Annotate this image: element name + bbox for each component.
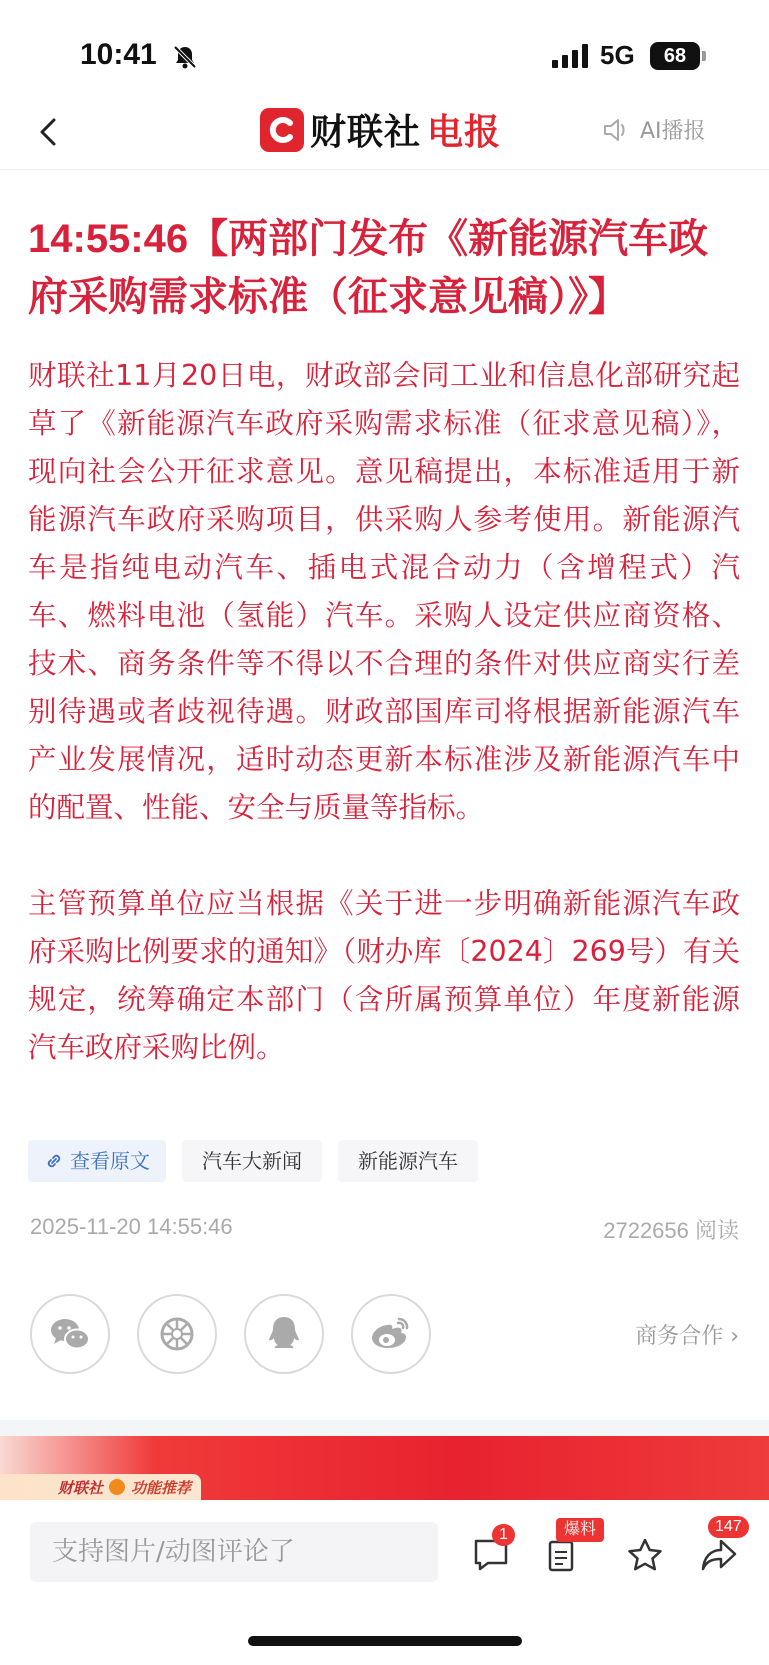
favorite-button[interactable] [620, 1530, 670, 1580]
network-type: 5G [600, 40, 635, 70]
headline [28, 210, 748, 326]
tipoff-badge: 爆料 [556, 1518, 604, 1542]
link-icon [44, 1151, 64, 1171]
article-paragraph: 主管预算单位应当根据《关于进一步明确新能源汽车政府采购比例要求的通知》（财办库〔2024〕269号）有关规定，统筹确定本部门（含所属预算单位）年度新能源汽车政府采购比例。 [28, 887, 740, 1064]
gift-icon [109, 1479, 125, 1495]
battery-icon: 68 [650, 42, 700, 70]
weibo-icon [369, 1315, 413, 1353]
share-qq-button[interactable] [244, 1294, 324, 1374]
share-count-badge: 147 [708, 1516, 749, 1538]
read-count: 2722656 阅读 [603, 1218, 739, 1243]
share-weibo-button[interactable] [351, 1294, 431, 1374]
battery-tip [702, 51, 706, 61]
business-cooperation-link[interactable]: 商务合作 › [635, 1323, 739, 1349]
feature-banner[interactable] [0, 1436, 769, 1500]
banner-brand: 财联社 [58, 1478, 104, 1497]
home-indicator [248, 1636, 522, 1646]
nav-bar [0, 100, 769, 170]
app-logo [260, 104, 501, 155]
share-row [30, 1294, 739, 1374]
ai-broadcast-button[interactable] [602, 114, 706, 145]
qq-icon [266, 1314, 302, 1354]
feature-recommend-chip [0, 1474, 201, 1500]
publish-datetime: 2025-11-20 14:55:46 [30, 1214, 233, 1239]
star-icon [626, 1537, 664, 1573]
wechat-icon [48, 1315, 92, 1353]
tag-item[interactable]: 汽车大新闻 [182, 1140, 322, 1182]
article-paragraph: 财联社11月20日电，财政部会同工业和信息化部研究起草了《新能源汽车政府采购需求标准（征求意见稿）》，现向社会公开征求意见。意见稿提出，本标准适用于新能源汽车政府采购项目，供采购人参考使用。新能源汽车是指纯电动汽车、插电式混合动力（含增程式）汽车、燃料电池（氢能）汽车。采购人设定供应商资格、技术、商务条件等不得以不合理的条件对供应商实行差别待遇或者歧视待遇。财政部国库司将根据新能源汽车产业发展情况，适时动态更新本标准涉及新能源汽车中的配置、性能、安全与质量等指标。 [28, 359, 740, 824]
article-meta [30, 1214, 739, 1245]
status-bar [0, 0, 769, 100]
headline-title: 【两部门发布《新能源汽车政府采购需求标准（征求意见稿）》】 [28, 216, 709, 320]
share-wechat-button[interactable] [30, 1294, 110, 1374]
logo-c-icon [260, 108, 304, 152]
moments-icon [157, 1314, 197, 1354]
comment-input[interactable]: 支持图片/动图评论了 [30, 1522, 438, 1582]
logo-text-brand: 财联社 [310, 112, 422, 153]
share-arrow-icon [699, 1537, 739, 1573]
ai-broadcast-label: AI播报 [640, 119, 706, 144]
section-divider [0, 1420, 769, 1436]
tag-item[interactable]: 新能源汽车 [338, 1140, 478, 1182]
view-original-label: 查看原文 [70, 1149, 150, 1173]
speaker-icon [602, 117, 632, 143]
comment-count-badge: 1 [492, 1524, 515, 1546]
banner-feature-label: 功能推荐 [131, 1478, 192, 1497]
silent-mode-icon [172, 44, 198, 70]
cellular-signal-icon [552, 44, 588, 68]
logo-text-telegraph: 电报 [427, 112, 502, 153]
headline-time: 14:55:46 [28, 217, 189, 261]
tag-row [28, 1140, 478, 1182]
status-time: 10:41 [80, 38, 157, 71]
article-body [28, 352, 740, 1072]
back-arrow-icon[interactable] [30, 112, 70, 152]
view-original-link[interactable] [28, 1140, 166, 1182]
bottom-action-bar [0, 1500, 769, 1665]
share-moments-button[interactable] [137, 1294, 217, 1374]
